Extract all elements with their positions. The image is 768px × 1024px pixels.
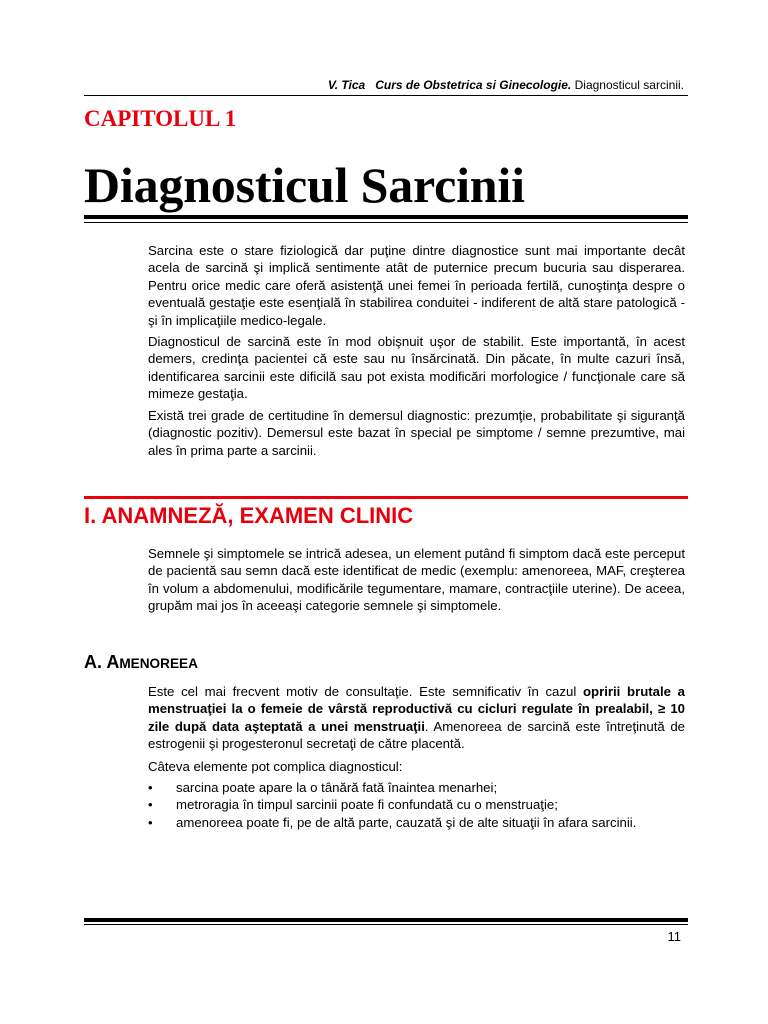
- subsection-paragraph-1: [148, 683, 685, 753]
- footer-rule-thick: [84, 918, 688, 922]
- title-rule-thin: [84, 222, 688, 223]
- title-rule-thick: [84, 215, 688, 219]
- list-item: [148, 814, 685, 831]
- section-rule: [84, 496, 688, 499]
- bullet-icon: •: [148, 780, 153, 795]
- list-item: [148, 779, 685, 796]
- subsection-heading: [84, 652, 198, 673]
- complication-list: [148, 779, 685, 831]
- page-title: Diagnosticul Sarcinii: [84, 157, 525, 213]
- subsection-p1-bold: opririi brutale a menstruaţiei la o femeie de vârstă reproductivă cu cicluri regulate în prealabil, ≥ 10 zile după data aşteptată a unei menstruaţii: [148, 684, 686, 734]
- header-topic: Diagnosticul sarcinii.: [574, 78, 684, 92]
- list-item-text: metroragia în timpul sarcinii poate fi confundată cu o menstruaţie;: [176, 797, 558, 813]
- page-number: 11: [667, 929, 681, 944]
- subsection-paragraph-2: Câteva elemente pot complica diagnosticul:: [148, 759, 403, 774]
- list-item-text: sarcina poate apare la o tânără fată înaintea menarhei;: [176, 780, 498, 795]
- intro-paragraph-3: Există trei grade de certitudine în demersul diagnostic: prezumţie, probabilitate şi siguranţă (diagnostic pozitiv). Demersul este bazat în special pe simptome / semne prezumtive, mai ales în prima parte a sarcinii.: [148, 408, 685, 458]
- section-paragraph-1: Semnele şi simptomele se intrică adesea, un element putând fi simptom dacă este perceput de pacientă sau semn dacă este identificat de medic (exemplu: amenoreea, MAF, creşterea în volum a abdomenului, modificările tegumentare, mamare, contracţiile uterine). De aceea, grupăm mai jos în aceeaşi categorie semnele şi simptomele.: [148, 546, 685, 614]
- bullet-icon: •: [148, 797, 153, 813]
- list-item-text: amenoreea poate fi, pe de altă parte, cauzată şi de alte situaţii în afara sarcinii.: [176, 814, 637, 830]
- subsection-heading-rest: MENOREEA: [119, 656, 198, 671]
- footer-rule-thin: [84, 924, 688, 925]
- bullet-icon: •: [148, 814, 153, 830]
- chapter-label: CAPITOLUL 1: [84, 106, 237, 131]
- header-author: V. Tica: [327, 78, 366, 92]
- header-course: Curs de Obstetrica si Ginecologie.: [375, 78, 572, 92]
- subsection-p1-start: Este cel mai frecvent motiv de consultaţie. Este semnificativ în cazul: [148, 684, 583, 699]
- section-heading: I. ANAMNEZĂ, EXAMEN CLINIC: [84, 503, 414, 528]
- intro-paragraph-2: Diagnosticul de sarcină este în mod obişnuit uşor de stabilit. Este importantă, în acest demers, credinţa pacientei că este sau nu însărcinată. Din păcate, în multe cazuri însă, identificarea sarcinii este dificilă sau pot exista modificări morfologice / funcţionale care să mimeze gestaţia.: [148, 334, 685, 402]
- subsection-heading-prefix: A. A: [84, 652, 120, 672]
- intro-paragraph-1: Sarcina este o stare fiziologică dar puţine dintre diagnostice sunt mai importante decât acela de sarcină şi implică sentimente atât de puternice precum bucuria sau disperarea. Pentru orice medic care oferă asistenţă unei femei în perioada fertilă, cunoştinţa despre o eventuală gestaţie este esenţială în stabilirea conduitei - indiferent de altă stare patologică - şi în implicaţiile medico-legale.: [148, 243, 685, 328]
- running-header: [328, 78, 684, 92]
- subsection-p1-end: . Amenoreea de sarcină este întreţinută de estrogenii şi progesteronul secretaţi de către placentă.: [148, 718, 685, 752]
- header-rule: [84, 95, 688, 96]
- list-item: [148, 796, 685, 813]
